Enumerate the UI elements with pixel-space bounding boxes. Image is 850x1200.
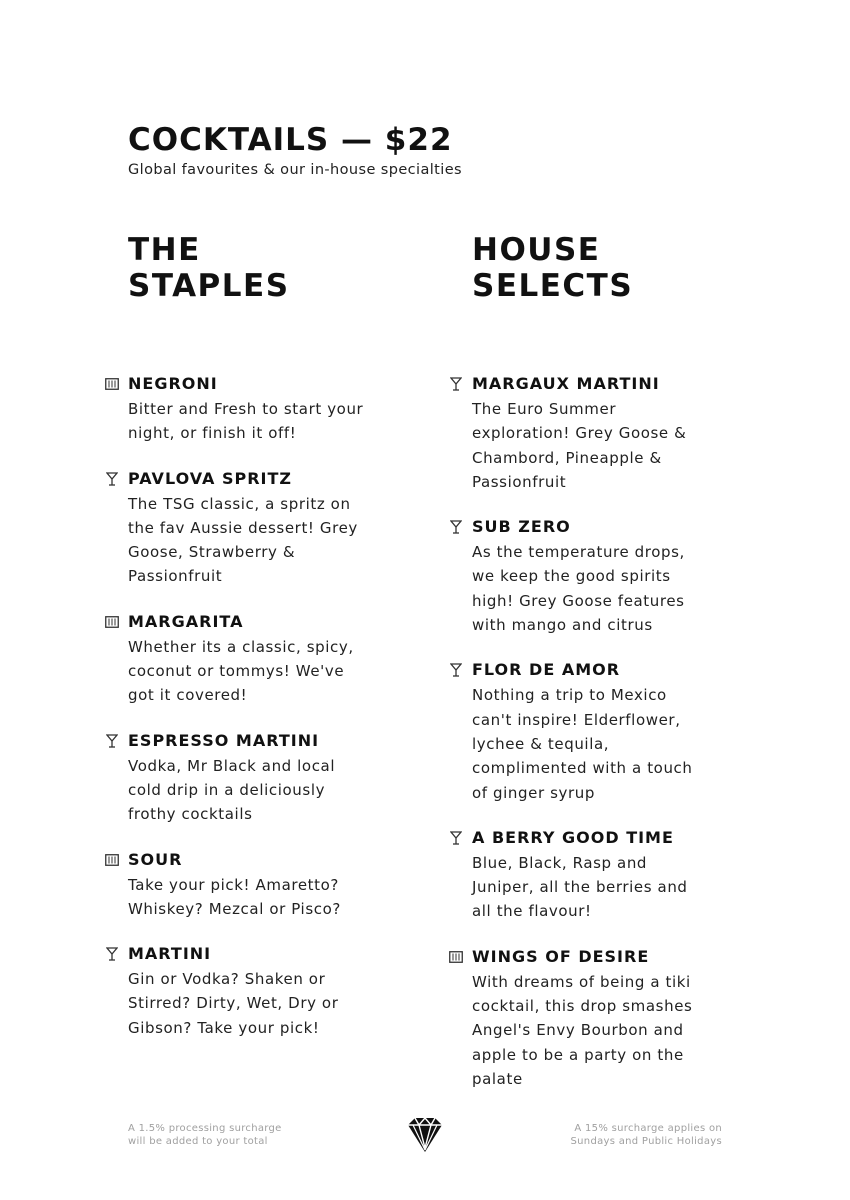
- item-name: SUB ZERO: [472, 517, 571, 537]
- item-name: MARTINI: [128, 944, 212, 964]
- page-subtitle: Global favourites & our in-house specialties: [128, 162, 462, 178]
- item-description: The Euro Summer exploration! Grey Goose & Chambord, Pineapple & Passionfruit: [472, 400, 687, 491]
- item-description: As the temperature drops, we keep the good spirits high! Grey Goose features with mango and citrus: [472, 543, 685, 635]
- item-description: Vodka, Mr Black and local cold drip in a deliciously frothy cocktails: [128, 756, 336, 824]
- menu-item-a-berry-good-time: [448, 828, 748, 924]
- diamond-logo-icon: [406, 1116, 444, 1154]
- item-description: Whether its a classic, spicy, coconut or tommys! We've got it covered!: [128, 637, 354, 705]
- processing-note-line1: A 1.5% processing surcharge: [128, 1123, 282, 1134]
- staples-heading: [128, 232, 404, 304]
- martini-glass-icon: [104, 734, 120, 748]
- rocks-glass-icon: [104, 615, 120, 629]
- item-name: MARGARITA: [128, 611, 244, 631]
- item-name: FLOR DE AMOR: [472, 660, 621, 680]
- martini-glass-icon: [448, 377, 464, 391]
- item-description: Nothing a trip to Mexico can't inspire! Elderflower, lychee & tequila, complimented with a touch of ginger syrup: [472, 686, 693, 802]
- menu-header: [128, 120, 462, 178]
- menu-item-sub-zero: [448, 517, 748, 637]
- menu-item-margarita: [104, 612, 404, 708]
- martini-glass-icon: [448, 831, 464, 845]
- menu-item-martini: [104, 944, 404, 1040]
- item-name: A BERRY GOOD TIME: [472, 827, 674, 847]
- menu-item-espresso-martini: [104, 731, 404, 827]
- item-description: Blue, Black, Rasp and Juniper, all the berries and all the flavour!: [472, 853, 688, 921]
- item-name: MARGAUX MARTINI: [472, 374, 660, 393]
- house-selects-column: [448, 232, 748, 1091]
- house-selects-heading: [472, 232, 748, 304]
- item-name: PAVLOVA SPRITZ: [128, 468, 293, 488]
- item-description: Bitter and Fresh to start your night, or finish it off!: [128, 400, 364, 443]
- holiday-surcharge-note: [532, 1122, 722, 1148]
- menu-item-wings-of-desire: [448, 947, 748, 1091]
- menu-item-negroni: [104, 374, 404, 446]
- item-name: ESPRESSO MARTINI: [128, 730, 320, 750]
- rocks-glass-icon: [104, 377, 120, 391]
- item-description: Take your pick! Amaretto? Whiskey? Mezcal or Pisco?: [128, 875, 341, 918]
- rocks-glass-icon: [448, 950, 464, 964]
- staples-heading-line2: STAPLES: [128, 268, 290, 304]
- holiday-note-line2: Sundays and Public Holidays: [570, 1136, 722, 1147]
- martini-glass-icon: [448, 663, 464, 677]
- menu-item-margaux-martini: [448, 374, 748, 494]
- rocks-glass-icon: [104, 853, 120, 867]
- item-name: NEGRONI: [128, 374, 218, 393]
- item-name: SOUR: [128, 849, 183, 869]
- menu-item-flor-de-amor: [448, 660, 748, 804]
- menu-item-sour: [104, 850, 404, 922]
- martini-glass-icon: [104, 947, 120, 961]
- item-description: The TSG classic, a spritz on the fav Aussie dessert! Grey Goose, Strawberry & Passionfruit: [128, 494, 358, 586]
- item-description: Gin or Vodka? Shaken or Stirred? Dirty, Wet, Dry or Gibson? Take your pick!: [128, 970, 339, 1037]
- staples-column: [104, 232, 404, 1040]
- house-selects-heading-line2: SELECTS: [472, 268, 634, 304]
- menu-item-pavlova-spritz: [104, 469, 404, 589]
- martini-glass-icon: [448, 520, 464, 534]
- holiday-note-line1: A 15% surcharge applies on: [574, 1123, 722, 1134]
- processing-surcharge-note: [128, 1122, 308, 1148]
- martini-glass-icon: [104, 472, 120, 486]
- item-description: With dreams of being a tiki cocktail, this drop smashes Angel's Envy Bourbon and apple to be a party on the palate: [472, 972, 693, 1088]
- house-selects-heading-line1: HOUSE: [472, 232, 601, 268]
- processing-note-line2: will be added to your total: [128, 1136, 268, 1147]
- item-name: WINGS OF DESIRE: [472, 946, 650, 966]
- staples-heading-line1: THE: [128, 232, 201, 268]
- page-title: COCKTAILS — $22: [128, 122, 453, 158]
